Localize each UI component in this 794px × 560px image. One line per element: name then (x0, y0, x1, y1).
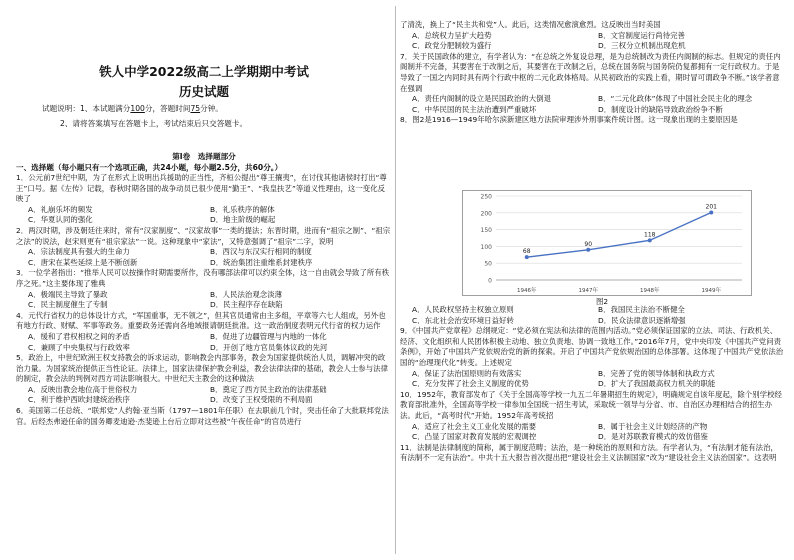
answer-option: D．是对苏联教育模式的效仿借鉴 (598, 432, 708, 442)
question-stem: 10．1952年，教育部发布了《关于全国高等学校一九五二年暑期招生的规定》，明确规定自该年度起，除个别学校经教育部批准外，全国高等学校一律参加全国统一招生考试，采取统一领导与分省、市、自治区办理相结合的招生办法。此后，“高考时代”开始。1952年高考统招 (400, 389, 782, 420)
question-block (16, 311, 392, 353)
answer-option: D．民众法律意识逐渐增强 (598, 315, 686, 325)
answer-options (16, 205, 392, 226)
exam-minutes: 75 (190, 104, 201, 113)
answer-options (16, 385, 392, 406)
question-block (16, 173, 392, 226)
question-stem: 了清洗，换上了“民主共和党”人。此后，这类情况愈演愈烈。这反映出当时美国 (400, 20, 661, 29)
answer-option: B．完善了党的领导体制和执政方式 (598, 368, 715, 378)
answer-option: A．责任内阁制的设立是民国政治的大倒退 (412, 94, 552, 104)
answer-option: D．民主程序存在缺陷 (210, 300, 283, 310)
answer-option: B．礼乐秩序的解体 (210, 204, 275, 214)
x-tick-label: 1949年 (701, 288, 721, 294)
answer-option: D．制度设计的缺陷导致政治纷争不断 (598, 104, 723, 114)
question-stem: 1．公元前7世纪中期，为了在形式上说明出兵援助的正当性，齐桓公提出“尊王攘夷”，在讨伐其他诸侯时打出“尊王”口号。据《左传》记载，春秋时期各国的战争动员已很少使用“勤王”、“我皇扶艺”等道义性理由，这一变化反映了 (16, 173, 387, 204)
answer-option: C．凸显了国家对教育发展的宏观调控 (412, 432, 537, 442)
figure-2-chart (462, 190, 752, 296)
answer-option: D．统治集团注重维系封建秩序 (210, 257, 313, 267)
answer-option: B．促进了边疆管理与内地的一体化 (210, 331, 327, 341)
left-column (16, 0, 392, 560)
answer-option: C．民主制度催生了专制 (28, 300, 108, 310)
answer-option: A．适应了社会主义工业化发展的需要 (412, 421, 537, 431)
answer-option: C．中华民国的民主法治遭到严重破坏 (412, 104, 537, 114)
y-tick-label: 50 (484, 260, 492, 268)
answer-option: C．充分发挥了社会主义制度的优势 (412, 379, 529, 389)
answer-option: A．保证了法治国原则的有效落实 (412, 368, 522, 378)
right-column (400, 0, 784, 560)
question-block (16, 406, 392, 427)
instruction-1-a: 试题说明：1、本试题满分 (42, 104, 131, 113)
data-point (648, 238, 652, 242)
question-stem: 11．法制是法律制度的简称，属于制度范畴；法治，是一种统治的原则和方法。有学者认为，“有法制才能有法治，有法制不一定有法治”。中共十五大报告首次提出把“建设社会主义法制国家”改为“建设社会主义法治国家”。这表明 (400, 442, 778, 463)
answer-option: B．我国民主法治不断健全 (598, 305, 685, 314)
answer-option: B．“二元化政体”体现了中国社会民主化的理念 (598, 94, 753, 104)
question-block (400, 115, 784, 126)
answer-option: A．宗法制度具有强大的生命力 (28, 247, 130, 257)
data-label: 68 (522, 248, 531, 256)
exam-score: 100 (130, 104, 145, 113)
question-block (16, 226, 392, 268)
line-chart-svg (462, 190, 752, 296)
question-stem: 8．图2是1916—1949年哈尔滨新建区地方法院审理涉外刑事案件统计图。这一现象出现的主要原因是 (400, 115, 738, 125)
column-divider (395, 6, 396, 554)
answer-option: C．政党分肥制较为盛行 (412, 41, 492, 51)
answer-option: C．唐宋在某些延续上是不断创新 (28, 257, 138, 267)
data-label: 90 (584, 240, 593, 248)
answer-options (16, 247, 392, 268)
answer-option: B．文官制度运行尚待完善 (598, 30, 685, 40)
answer-options (16, 290, 392, 311)
question-block (16, 268, 392, 310)
data-label: 118 (644, 231, 656, 239)
question-stem: 6．美国第二任总统、“联邦党”人约翰·亚当斯（1797—1801年任职）在去职前几个时，突击任命了大批联邦党法官。后经杰弗逊任命的国务卿麦迪逊·杰斐逊上台后立即对这些被“午夜任命”的官员进行 (16, 406, 389, 426)
answer-option: C．华夏认同的强化 (28, 215, 93, 225)
answer-options (400, 422, 784, 443)
question-block (400, 326, 784, 390)
question-block (400, 20, 784, 52)
question-block (400, 52, 784, 116)
answer-options (400, 31, 784, 52)
answer-options (400, 369, 784, 390)
question-stem: 2．两汉时期，涉及朝廷往来时，常有“汉家制度”、“汉家故事”一类的提法；东晋时期，进而有“祖宗之制”、“祖宗之法”的说法，赵宋则更有“祖宗家法”一说。这种现象中“家法”，又特意强调了“祖宗”二字，说明 (16, 225, 391, 246)
exam-instruction-1 (42, 103, 223, 114)
y-tick-label: 100 (480, 243, 492, 251)
x-tick-label: 1948年 (640, 288, 660, 294)
question-stem: 3．一位学者指出：“推举人民可以按操作时期需要所作，没有哪部法律可以约束全体，这一自由就会导致了所有秩序之死。”这主要体现了雅典 (16, 268, 390, 288)
answer-option: D．改变了王权受限的不利局面 (210, 395, 313, 405)
left-question-list (16, 173, 392, 427)
answer-options (16, 332, 392, 353)
question-block (400, 443, 784, 464)
answer-option: A．总统权力呈扩大趋势 (412, 30, 492, 40)
instruction-1-b: 分，答题时间 (144, 104, 191, 113)
data-point (525, 255, 529, 259)
answer-option: D．开创了地方官员集体议政的先河 (210, 342, 328, 352)
answer-option: C．兼顾了中央集权与行政效率 (28, 342, 130, 352)
question-stem: 5．政治上，中世纪欧洲王权支持教会的诉求运动，影响教会内部事务，教会为国家提供统治人员，调解冲突的政治力量。为国家统治提供正当性论证。法律上，国家法律保护教会利益，教会法律法律的基础，教会人士参与法律的制定，教会法的判例对西方司法影响很大。中世纪天主教会的这种做法 (16, 353, 389, 384)
exam-title: 铁人中学2022级高二上学期期中考试 (99, 64, 309, 79)
question-stem: 9．《中国共产党章程》总纲规定：“党必须在宪法和法律的范围内活动。”党必须保证国家的立法、司法、行政机关、经济、文化组织和人民团体积极主动地、独立负责地、协调一致地工作。”2016年7月，党中央印发《中国共产党问责条例》，开始了中国共产党依规治党的新的探索。开启了中国共产党依规治国的总体部署。这体现了中国共产党依法治国的“治理现代化”转变。上述规定 (400, 326, 784, 367)
answer-option: D．三权分立机制出现危机 (598, 41, 686, 51)
answer-option: A．缓和了君权相权之间的矛盾 (28, 331, 130, 341)
answer-option: B．属于社会主义计划经济的产物 (598, 421, 708, 431)
answer-option: A．礼崩乐坏的频发 (28, 204, 93, 214)
x-tick-label: 1946年 (517, 288, 537, 294)
answer-options (400, 305, 784, 326)
answer-option: A．反映出教会地位高于世俗权力 (28, 384, 138, 394)
exam-subject: 历史试题 (178, 84, 229, 99)
data-label: 201 (705, 203, 717, 211)
y-tick-label: 0 (488, 277, 492, 285)
data-point (586, 248, 590, 252)
data-point (709, 210, 713, 214)
y-tick-label: 200 (480, 210, 492, 218)
answer-option: B．奠定了西方民主政治的法律基础 (210, 384, 327, 394)
answer-option: A．人民政权坚持主权独立原则 (412, 305, 514, 314)
right-question-list-bottom (400, 305, 784, 464)
exam-instruction-2: 2、请将答案填写在答题卡上，考试结束后只交答题卡。 (60, 119, 248, 128)
part-heading: 一、选择题（每小题只有一个选项正确，共24小题，每小题2.5分，共60分。） (16, 163, 283, 172)
question-block (16, 353, 392, 406)
question-stem: 4．元代行省权力的总体设计方式，“军国重事，无不领之”，但其官员通常由主多组，平章等六七人组成，另外也有地方行政、财赋、军事等政务。重要政务还需向各地域报请朝廷批准。这一政治制度表明元代行省的权力运作 (16, 310, 386, 331)
answer-option: C．东北社会治安环境日益好转 (412, 315, 514, 325)
figure-2-caption: 图2 (596, 297, 609, 306)
section-heading: 第Ⅰ卷 选择题部分 (172, 152, 236, 161)
answer-options (400, 94, 784, 115)
question-block (400, 390, 784, 443)
question-block (400, 305, 784, 326)
question-stem: 7．关于民国政体的建立，有学者认为：“在总统之外复设总理，是为总统制改为责任内阁制的标志。但规定的责任内阁制并不完备，其要害在于改制之后，其要害在于改制之后，总统在国务院与国务院仍复都拥有一定行政权力。于是导致了一国之内同时具有两个行政中枢的二元化政体格局。从民初政治的实践上看，期时冒可谓政争不断。”该学者意在强调 (400, 51, 781, 93)
instruction-1-c: 分钟。 (200, 104, 223, 113)
answer-option: B．人民法治观念淡薄 (210, 289, 283, 299)
answer-option: D．地主阶级的崛起 (210, 215, 276, 225)
answer-option: D．扩大了我国最高权力机关的职能 (598, 379, 716, 389)
answer-option: B．西汉与东汉实行相同的制度 (210, 247, 312, 257)
answer-option: C．利于维护西欧封建统治秩序 (28, 395, 130, 405)
x-tick-label: 1947年 (578, 288, 598, 294)
y-tick-label: 150 (480, 227, 492, 235)
right-question-list-top (400, 20, 784, 126)
y-tick-label: 250 (480, 193, 492, 201)
answer-option: A．极端民主导致了暴政 (28, 289, 108, 299)
